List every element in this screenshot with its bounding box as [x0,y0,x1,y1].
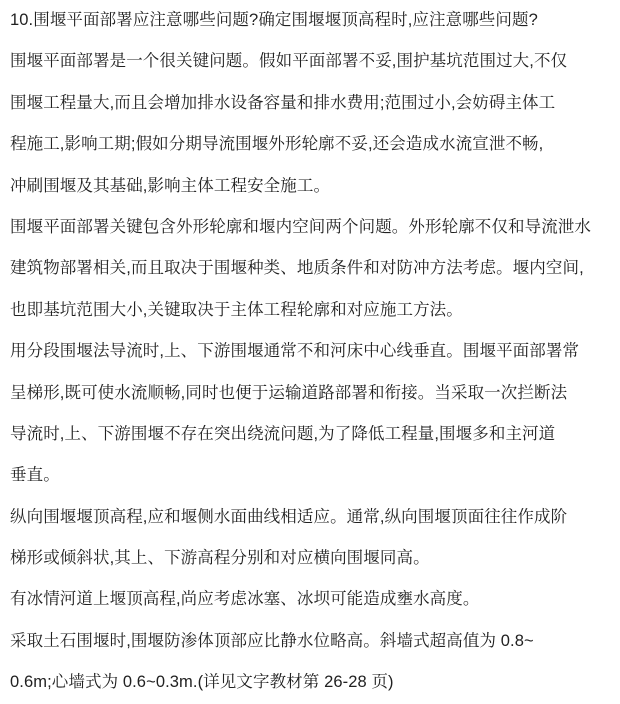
text-line: 垂直。 [10,466,60,485]
paragraph-longitudinal-crest-elevation [10,497,614,580]
paragraph-earth-rock-cofferdam [10,621,614,704]
text-line: 呈梯形,既可使水流顺畅,同时也便于运输道路部署和衔接。当采取一次拦断法 [10,383,568,402]
text-line: 围堰工程量大,而且会增加排水设备容量和排水费用;范围过小,会妨碍主体工 [10,93,556,112]
question-heading: 10.围堰平面部署应注意哪些问题?确定围堰堰顶高程时,应注意哪些问题? [10,11,538,29]
paragraph-outline-and-inner-space [10,207,614,331]
question-heading-paragraph [10,0,614,41]
text-line: 围堰平面部署是一个很关键问题。假如平面部署不妥,围护基坑范围过大,不仅 [10,52,568,71]
paragraph-staged-diversion [10,331,614,497]
paragraph-plane-layout-importance [10,41,614,207]
text-line: 程施工,影响工期;假如分期导流围堰外形轮廓不妥,还会造成水流宣泄不畅, [10,135,544,154]
text-line: 围堰平面部署关键包含外形轮廓和堰内空间两个问题。外形轮廓不仅和导流泄水 [10,217,591,236]
text-line: 梯形或倾斜状,其上、下游高程分别和对应横向围堰同高。 [10,549,430,568]
paragraph-ice-conditions [10,579,614,620]
text-line: 导流时,上、下游围堰不存在突出绕流问题,为了降低工程量,围堰多和主河道 [10,424,556,443]
text-line: 有冰情河道上堰顶高程,尚应考虑冰塞、冰坝可能造成壅水高度。 [10,590,480,609]
text-line: 冲刷围堰及其基础,影响主体工程安全施工。 [10,176,331,195]
text-line: 建筑物部署相关,而且取决于围堰种类、地质条件和对防冲方法考虑。堰内空间, [10,259,584,278]
text-line: 用分段围堰法导流时,上、下游围堰通常不和河床中心线垂直。围堰平面部署常 [10,342,580,361]
text-line: 纵向围堰堰顶高程,应和堰侧水面曲线相适应。通常,纵向围堰顶面往往作成阶 [10,507,568,526]
text-line: 采取土石围堰时,围堰防渗体顶部应比静水位略高。斜墙式超高值为 0.8~ [10,631,534,650]
text-line: 0.6m;心墙式为 0.6~0.3m.(详见文字教材第 26-28 页) [10,673,394,692]
text-line: 也即基坑范围大小,关键取决于主体工程轮廓和对应施工方法。 [10,300,463,319]
